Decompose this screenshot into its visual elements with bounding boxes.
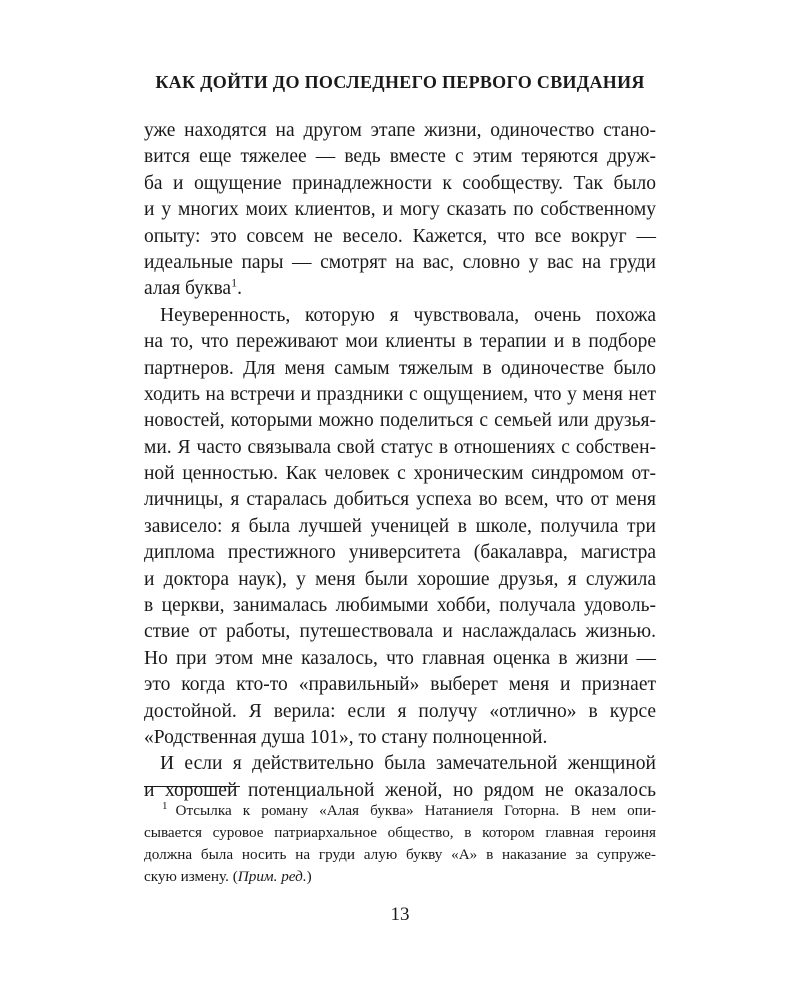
text-line: вится еще тяжелее — ведь вместе с этим теряются друж- [144,146,656,168]
text-line: уже находятся на другом этапе жизни, одиночество стано- [144,120,656,141]
paragraph-start-line: И если я действительно была замечательной женщиной [160,753,656,775]
text-line: ми. Я часто связывала свой статус в отношениях с собствен- [144,436,656,458]
text-line: и доктора наук), у меня были хорошие друзья, я служила [144,568,656,590]
text-line: диплома престижного университета (бакалавра, магистра [144,542,656,564]
text-line: ной ценностью. Как человек с хроническим синдромом от- [144,463,656,485]
text-line-with-footnote [144,276,656,302]
text-line: на то, что переживают мои клиенты в терапии и в подборе [144,331,656,353]
footnote-reference[interactable]: 1 [231,275,238,290]
text-line: личницы, я старалась добиться успеха во всем, что от меня [144,489,656,511]
text-line: ба и ощущение принадлежности к сообществу. Так было [144,172,656,194]
text-line: «Родственная душа 101», то стану полноценной. [144,726,548,748]
running-head: КАК ДОЙТИ ДО ПОСЛЕДНЕГО ПЕРВОГО СВИДАНИЯ [155,72,645,92]
text-line: партнеров. Для меня самым тяжелым в одиночестве было [144,357,656,379]
text-line: опыту: это совсем не весело. Кажется, что все вокруг — [144,225,656,247]
text-line: и хорошей потенциальной женой, но рядом не оказалось [144,779,656,801]
editor-note: Прим. ред. [237,868,307,885]
text-line: алая буква [144,278,232,300]
page-number: 13 [390,904,410,925]
footnote-text: Отсылка к роману «Алая буква» Натаниеля Готорна. В нем опи- [175,802,656,819]
footnote-divider [144,786,240,787]
text-line: Но при этом мне казалось, что главная оценка в жизни — [144,647,656,669]
text-line: в церкви, занималась любимыми хобби, получала удоволь- [144,595,656,617]
text-line: ходить на встречи и праздники с ощущением, что у меня нет [144,383,656,405]
text-line: ствие от работы, путешествовала и наслаждалась жизнью. [144,621,656,643]
text-line: и у многих моих клиентов, и могу сказать по собственному [144,199,656,221]
text-line: это когда кто-то «правильный» выберет меня и признает [144,674,656,696]
text-line: идеальные пары — смотрят на вас, словно у вас на груди [144,251,656,273]
footnote-line: сывается суровое патриархальное общество, в котором главная героиня [144,824,656,841]
text-line: новостей, которыми можно поделиться с семьей или друзья- [144,410,656,432]
footnote [144,800,656,888]
footnote-marker: 1 [162,799,168,812]
footnote-ref-tail: . [237,278,242,300]
footnote-text: скую измену. ( [144,868,238,885]
footnote-text: ) [306,868,312,885]
footnote-line: должна была носить на груди алую букву «А» в наказание за супруже- [144,846,656,863]
footnote-line [144,866,656,888]
text-line: достойной. Я верила: если я получу «отлично» в курсе [144,700,656,722]
body-text [144,118,656,804]
paragraph-start-line: Неуверенность, которую я чувствовала, очень похожа [160,304,656,326]
footnote-line [144,800,656,822]
text-line: зависело: я была лучшей ученицей в школе, получила три [144,515,656,537]
